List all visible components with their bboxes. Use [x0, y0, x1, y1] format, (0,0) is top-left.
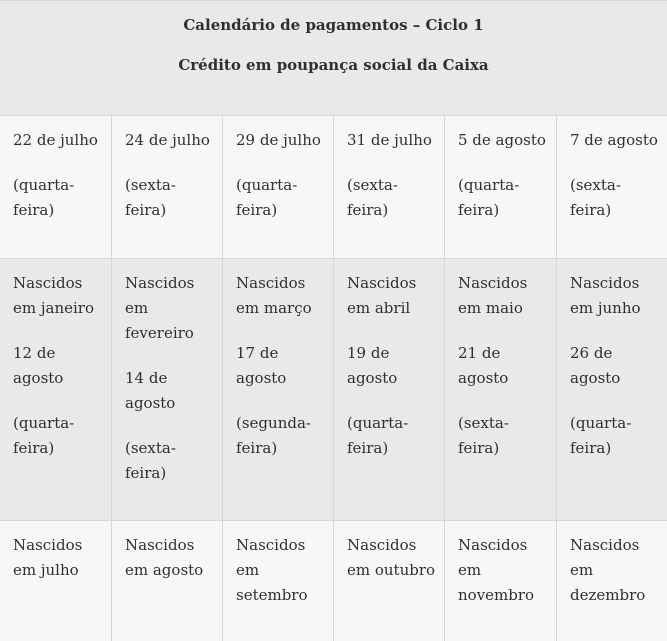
- date-text: 19 de agosto: [347, 344, 398, 387]
- table-cell: [0, 116, 111, 258]
- table-cell: [0, 259, 111, 520]
- weekday-text: (quarta-feira): [570, 414, 632, 457]
- table-subtitle: Crédito em poupança social da Caixa: [178, 56, 489, 74]
- weekday-text: (quarta-feira): [458, 176, 520, 219]
- table-cell: [333, 259, 444, 520]
- date-text: 7 de agosto: [570, 131, 658, 149]
- table-cell: [222, 116, 333, 258]
- weekday-text: (quarta-feira): [236, 176, 298, 219]
- born-text: Nascidos em outubro: [347, 536, 436, 579]
- weekday-text: (sexta-feira): [347, 176, 398, 219]
- date-text: 12 de agosto: [13, 344, 64, 387]
- weekday-text: (sexta-feira): [570, 176, 621, 219]
- weekday-text: (sexta-feira): [125, 176, 176, 219]
- table-row: [0, 259, 667, 521]
- table-cell: [333, 521, 444, 641]
- born-text: Nascidos em junho: [570, 274, 641, 317]
- date-text: 14 de agosto: [125, 369, 176, 412]
- table-cell: [111, 116, 222, 258]
- weekday-text: (segunda-feira): [236, 414, 311, 457]
- date-text: 22 de julho: [13, 131, 98, 149]
- table-cell: [111, 521, 222, 641]
- table-cell: [0, 521, 111, 641]
- date-text: 26 de agosto: [570, 344, 621, 387]
- table-cell: [444, 521, 556, 641]
- born-text: Nascidos em novembro: [458, 536, 535, 604]
- table-cell: [222, 259, 333, 520]
- table-row: [0, 116, 667, 259]
- born-text: Nascidos em setembro: [236, 536, 308, 604]
- weekday-text: (quarta-feira): [13, 176, 75, 219]
- born-text: Nascidos em maio: [458, 274, 528, 317]
- born-text: Nascidos em fevereiro: [125, 274, 195, 342]
- table-cell: [444, 259, 556, 520]
- born-text: Nascidos em abril: [347, 274, 417, 317]
- date-text: 5 de agosto: [458, 131, 546, 149]
- born-text: Nascidos em dezembro: [570, 536, 646, 604]
- weekday-text: (quarta-feira): [347, 414, 409, 457]
- date-text: 21 de agosto: [458, 344, 509, 387]
- date-text: 29 de julho: [236, 131, 321, 149]
- table-cell: [556, 116, 667, 258]
- table-cell: [556, 521, 667, 641]
- table-cell: [556, 259, 667, 520]
- table-row: [0, 521, 667, 641]
- date-text: 31 de julho: [347, 131, 432, 149]
- born-text: Nascidos em janeiro: [13, 274, 94, 317]
- table-cell: [111, 259, 222, 520]
- weekday-text: (quarta-feira): [13, 414, 75, 457]
- date-text: 17 de agosto: [236, 344, 287, 387]
- table-cell: [444, 116, 556, 258]
- table-cell: [333, 116, 444, 258]
- weekday-text: (sexta-feira): [125, 439, 176, 482]
- table-cell: [222, 521, 333, 641]
- born-text: Nascidos em agosto: [125, 536, 204, 579]
- date-text: 24 de julho: [125, 131, 210, 149]
- table-header: [0, 1, 667, 116]
- weekday-text: (sexta-feira): [458, 414, 509, 457]
- born-text: Nascidos em março: [236, 274, 312, 317]
- table-title: Calendário de pagamentos – Ciclo 1: [183, 16, 484, 34]
- born-text: Nascidos em julho: [13, 536, 83, 579]
